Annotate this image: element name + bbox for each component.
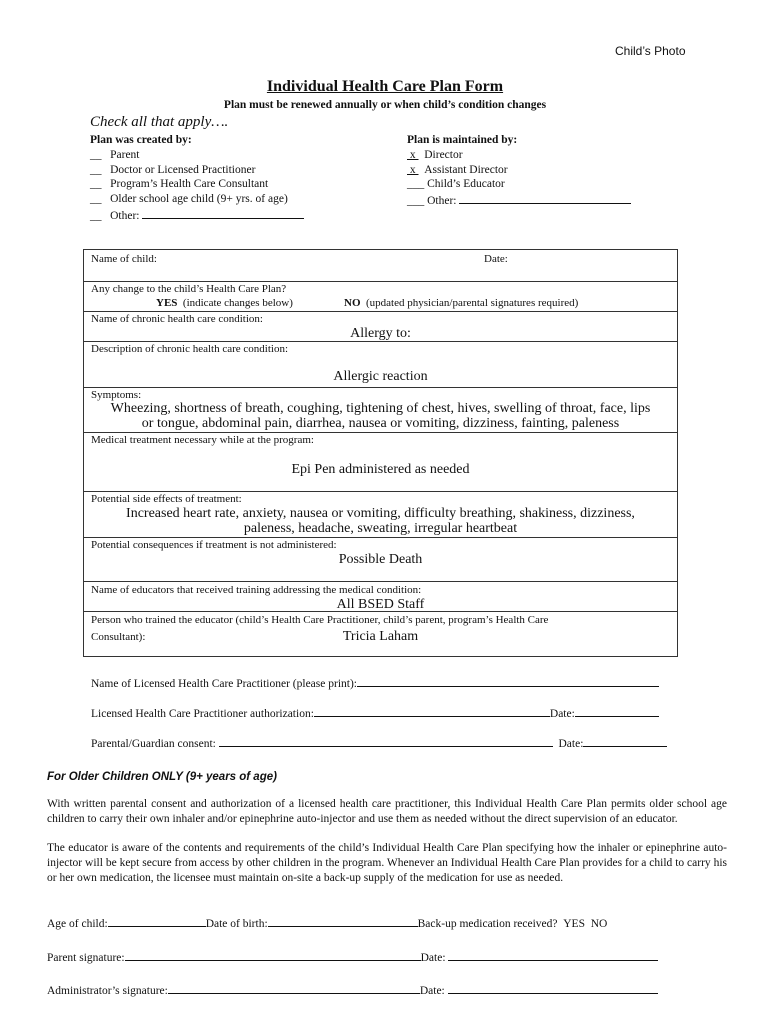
- guardian-date-field[interactable]: [583, 735, 667, 747]
- row-medical-treatment[interactable]: [84, 433, 677, 492]
- check-all-instruction: Check all that apply….: [90, 114, 229, 130]
- no-option[interactable]: NO (updated physician/parental signatures required): [344, 297, 579, 309]
- form-subtitle: Plan must be renewed annually or when child’s condition changes: [223, 99, 547, 111]
- parent-signature-field[interactable]: [125, 949, 421, 961]
- dob-field[interactable]: [268, 915, 418, 927]
- health-plan-table: [83, 249, 678, 657]
- row-trainer[interactable]: [84, 612, 677, 656]
- created-by-option[interactable]: __ Older school age child (9+ yrs. of age): [90, 193, 288, 206]
- maintained-by-option[interactable]: ___ Child’s Educator: [407, 178, 505, 191]
- consequences-value: Possible Death: [338, 552, 423, 567]
- name-of-child-label: Name of child:: [91, 253, 157, 265]
- backup-yes[interactable]: YES: [563, 918, 585, 930]
- trainer-label-line-2: Consultant):: [91, 631, 146, 643]
- practitioner-date-field[interactable]: [575, 705, 659, 717]
- maintained-by-other-field[interactable]: [459, 192, 631, 204]
- row-plan-change[interactable]: [84, 282, 677, 312]
- childs-photo-label: Child’s Photo: [615, 44, 686, 58]
- side-effects-label: Potential side effects of treatment:: [91, 493, 242, 505]
- trainer-label-line-1: Person who trained the educator (child’s Health Care Practitioner, child’s parent, program’s Health Care: [91, 614, 549, 626]
- consequences-label: Potential consequences if treatment is not administered:: [91, 539, 337, 551]
- condition-name-label: Name of chronic health care condition:: [91, 313, 263, 325]
- trainer-value: Tricia Laham: [342, 629, 419, 644]
- practitioner-name-field[interactable]: [357, 675, 659, 687]
- trained-educators-label: Name of educators that received training addressing the medical condition:: [91, 584, 422, 596]
- created-by-heading: Plan was created by:: [90, 134, 192, 146]
- created-by-option[interactable]: __ Parent: [90, 148, 140, 161]
- maintained-by-heading: Plan is maintained by:: [407, 134, 518, 146]
- symptoms-line-1: Wheezing, shortness of breath, coughing, tightening of chest, hives, swelling of throat, face, lips: [110, 401, 651, 416]
- condition-name-value: Allergy to:: [350, 326, 411, 341]
- maintained-by-option[interactable]: x Assistant Director: [407, 163, 508, 176]
- created-by-option[interactable]: __ Doctor or Licensed Practitioner: [90, 163, 256, 176]
- guardian-consent-field[interactable]: [219, 735, 553, 747]
- symptoms-line-2: or tongue, abdominal pain, diarrhea, nausea or vomiting, dizziness, fainting, paleness: [141, 416, 620, 431]
- older-paragraph-2: The educator is aware of the contents and requirements of the child’s Individual Health Care Plan specifying how the inhaler or epinephrine auto-injector will be kept secure from access by other children in the program. Whenever an Individual Health Care Plan provides for a child to carry his or her own medication, the licensee must maintain on-site a back-up supply of the medication for use as needed.: [47, 842, 727, 884]
- older-paragraph-1: With written parental consent and authorization of a licensed health care practitioner, this Individual Health Care Plan permits older school age children to carry their own inhaler and/or epinephrine auto-injector and use them as needed without the direct supervision of an educator.: [47, 798, 727, 825]
- plan-maintained-by: [407, 133, 631, 209]
- symptoms-label: Symptoms:: [91, 389, 142, 401]
- trained-educators-value: All BSED Staff: [336, 597, 425, 612]
- condition-description-value: Allergic reaction: [333, 369, 428, 384]
- older-children-heading: For Older Children ONLY (9+ years of age): [47, 771, 277, 783]
- row-condition-description[interactable]: [84, 342, 677, 388]
- plan-change-question: Any change to the child’s Health Care Plan?: [91, 283, 287, 295]
- medical-treatment-value: Epi Pen administered as needed: [291, 462, 470, 477]
- row-trained-educators[interactable]: [84, 582, 677, 612]
- admin-date-field[interactable]: [448, 982, 658, 994]
- plan-created-by: [90, 133, 304, 224]
- practitioner-auth-field[interactable]: [314, 705, 550, 717]
- maintained-by-option[interactable]: x Director: [407, 148, 463, 161]
- maintained-by-option[interactable]: ___ Other:: [407, 192, 631, 209]
- practitioner-auth-line[interactable]: Licensed Health Care Practitioner authorization: Date:: [91, 705, 659, 720]
- parent-date-field[interactable]: [448, 949, 658, 961]
- backup-no[interactable]: NO: [590, 918, 608, 930]
- side-effects-line-1: Increased heart rate, anxiety, nausea or vomiting, difficulty breathing, shakiness, dizziness,: [126, 506, 635, 521]
- date-label: Date:: [484, 253, 508, 265]
- side-effects-line-2: paleness, headache, sweating, irregular heartbeat: [243, 521, 518, 536]
- row-symptoms[interactable]: [84, 388, 677, 433]
- form-title: Individual Health Care Plan Form: [266, 78, 504, 95]
- practitioner-name-line[interactable]: Name of Licensed Health Care Practitioner (please print):: [91, 675, 659, 690]
- age-field[interactable]: [108, 915, 206, 927]
- created-by-other-field[interactable]: [142, 207, 304, 219]
- created-by-option[interactable]: __ Other:: [90, 207, 304, 224]
- age-dob-line[interactable]: Age of child: Date of birth: Back-up medication received? YES NO: [47, 915, 607, 930]
- guardian-consent-line[interactable]: Parental/Guardian consent: Date:: [91, 735, 667, 750]
- created-by-option[interactable]: __ Program’s Health Care Consultant: [90, 178, 269, 191]
- parent-signature-line[interactable]: Parent signature: Date:: [47, 949, 658, 964]
- row-side-effects[interactable]: [84, 492, 677, 538]
- admin-signature-field[interactable]: [168, 982, 420, 994]
- row-condition-name[interactable]: [84, 312, 677, 342]
- admin-signature-line[interactable]: Administrator’s signature: Date:: [47, 982, 658, 997]
- row-name-of-child[interactable]: [84, 250, 677, 282]
- row-consequences[interactable]: [84, 538, 677, 582]
- medical-treatment-label: Medical treatment necessary while at the program:: [91, 434, 314, 446]
- condition-description-label: Description of chronic health care condition:: [91, 343, 289, 355]
- yes-option[interactable]: YES (indicate changes below): [156, 297, 293, 309]
